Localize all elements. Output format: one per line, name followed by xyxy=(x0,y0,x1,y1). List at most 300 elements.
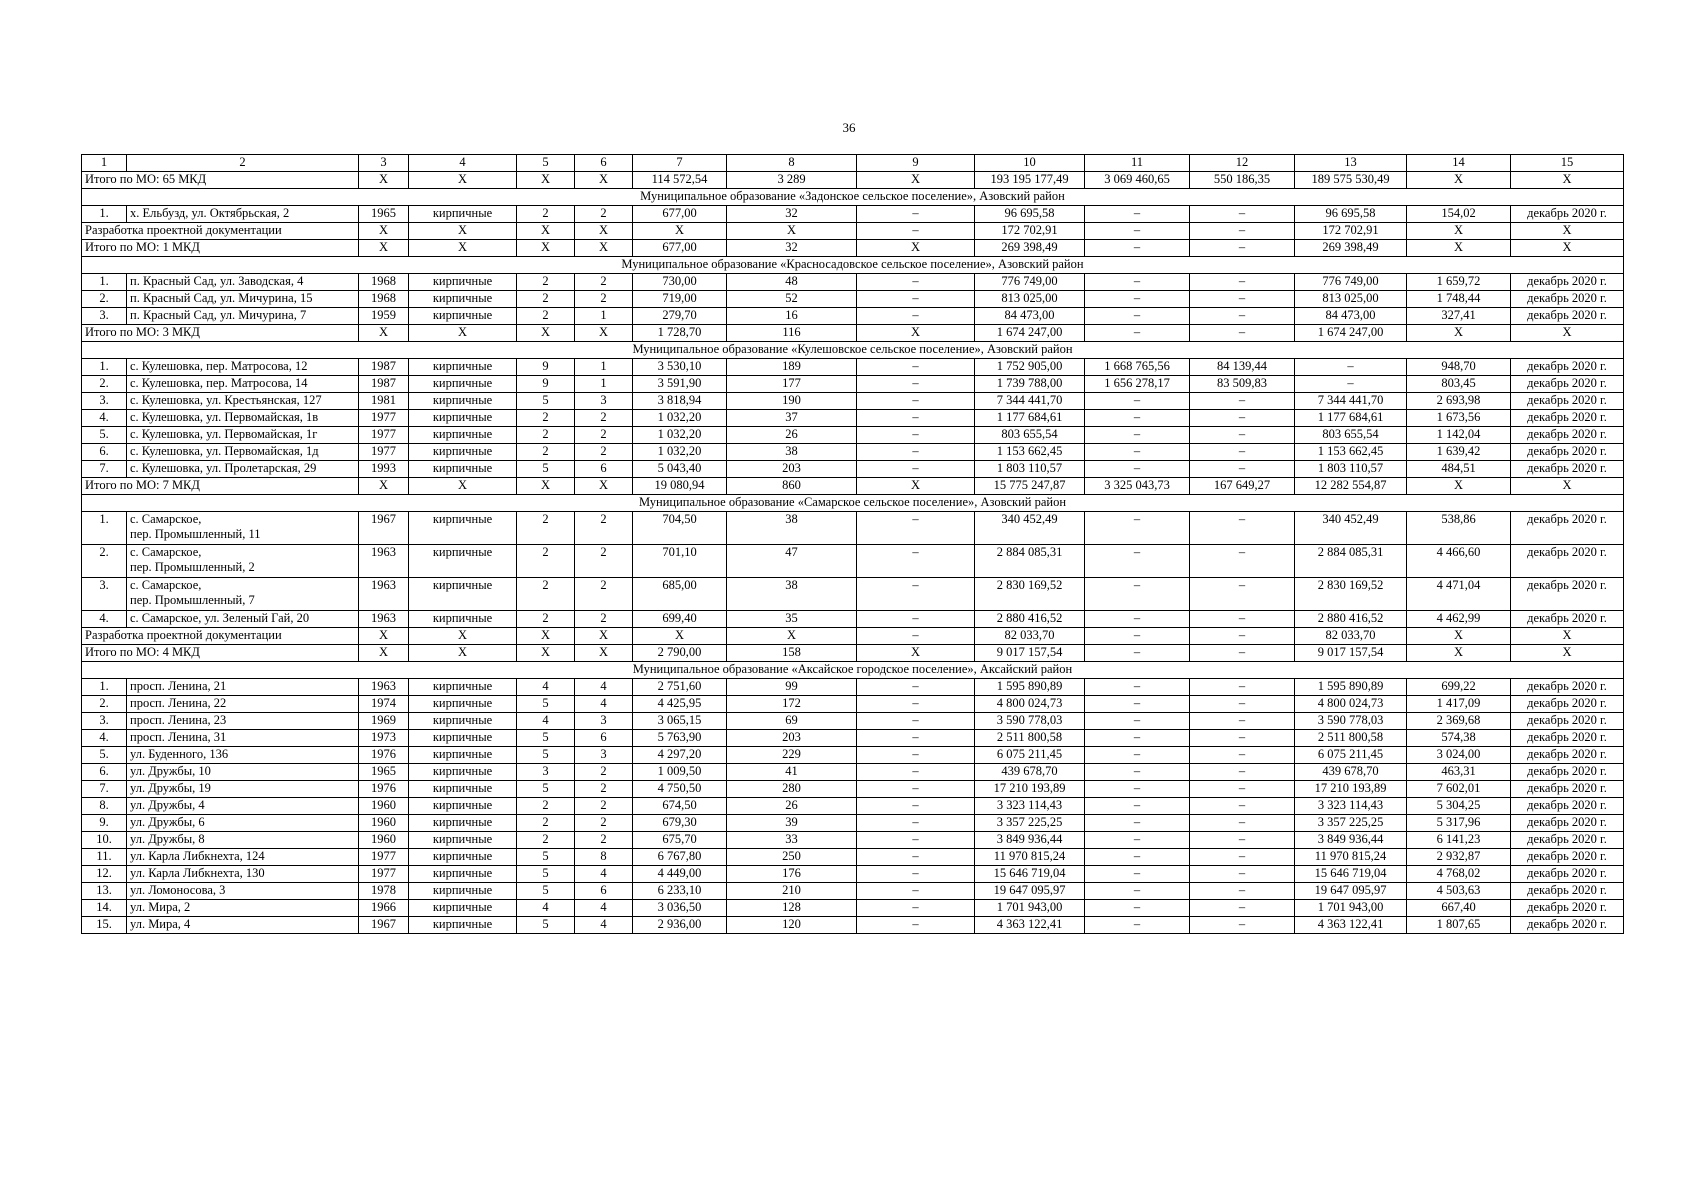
table-cell: 2 xyxy=(517,274,575,291)
table-cell: 3 065,15 xyxy=(633,713,727,730)
table-cell: – xyxy=(857,427,975,444)
table-cell: 1963 xyxy=(359,545,409,578)
table-cell: 1977 xyxy=(359,849,409,866)
table-cell: 4 xyxy=(575,917,633,934)
table-row xyxy=(82,545,1624,578)
row-number-cell: 5. xyxy=(82,427,127,444)
table-cell: декабрь 2020 г. xyxy=(1511,679,1624,696)
table-cell: – xyxy=(857,291,975,308)
header-cell: 15 xyxy=(1511,155,1624,172)
table-cell: 439 678,70 xyxy=(975,764,1085,781)
table-cell: 2 511 800,58 xyxy=(975,730,1085,747)
total-cell: 12 282 554,87 xyxy=(1295,478,1407,495)
table-cell: 17 210 193,89 xyxy=(1295,781,1407,798)
table-cell: 1987 xyxy=(359,376,409,393)
total-cell: X xyxy=(1407,172,1511,189)
table-cell: 5 xyxy=(517,393,575,410)
table-cell: 1 739 788,00 xyxy=(975,376,1085,393)
table-cell: – xyxy=(1190,512,1295,545)
table-cell: 5 xyxy=(517,747,575,764)
table-cell: – xyxy=(1190,900,1295,917)
table-cell: 4 503,63 xyxy=(1407,883,1511,900)
address-cell: ул. Мира, 4 xyxy=(127,917,359,934)
table-cell: 48 xyxy=(727,274,857,291)
table-cell: 1 177 684,61 xyxy=(1295,410,1407,427)
table-cell: 1968 xyxy=(359,291,409,308)
row-number-cell: 13. xyxy=(82,883,127,900)
total-cell: 158 xyxy=(727,645,857,662)
table-row xyxy=(82,849,1624,866)
row-number-cell: 7. xyxy=(82,781,127,798)
table-cell: 5 xyxy=(517,730,575,747)
table-cell: декабрь 2020 г. xyxy=(1511,883,1624,900)
row-number-cell: 3. xyxy=(82,308,127,325)
table-cell: 16 xyxy=(727,308,857,325)
table-cell: декабрь 2020 г. xyxy=(1511,917,1624,934)
table-cell: декабрь 2020 г. xyxy=(1511,815,1624,832)
total-cell: X xyxy=(1511,325,1624,342)
table-cell: 3 xyxy=(575,393,633,410)
table-cell: – xyxy=(857,798,975,815)
address-cell: ул. Мира, 2 xyxy=(127,900,359,917)
table-cell: – xyxy=(857,410,975,427)
header-row xyxy=(82,155,1624,172)
table-row xyxy=(82,866,1624,883)
total-cell: X xyxy=(857,172,975,189)
table-cell: 6 xyxy=(575,883,633,900)
table-cell: – xyxy=(857,578,975,611)
table-cell: 120 xyxy=(727,917,857,934)
table-cell: – xyxy=(1085,444,1190,461)
table-cell: 7 344 441,70 xyxy=(1295,393,1407,410)
total-cell: X xyxy=(409,325,517,342)
table-cell: 5 317,96 xyxy=(1407,815,1511,832)
total-cell: X xyxy=(1407,478,1511,495)
table-cell: 3 323 114,43 xyxy=(975,798,1085,815)
table-cell: кирпичные xyxy=(409,866,517,883)
table-cell: 5 xyxy=(517,917,575,934)
table-cell: декабрь 2020 г. xyxy=(1511,578,1624,611)
total-cell: X xyxy=(857,645,975,662)
table-cell: 2 xyxy=(575,206,633,223)
table-cell: – xyxy=(1190,866,1295,883)
total-cell: X xyxy=(575,628,633,645)
header-cell: 13 xyxy=(1295,155,1407,172)
total-cell: X xyxy=(857,325,975,342)
table-cell: 803 655,54 xyxy=(975,427,1085,444)
table-cell: декабрь 2020 г. xyxy=(1511,832,1624,849)
total-cell: X xyxy=(409,223,517,240)
address-cell: п. Красный Сад, ул. Заводская, 4 xyxy=(127,274,359,291)
table-cell: кирпичные xyxy=(409,917,517,934)
total-cell: X xyxy=(409,645,517,662)
table-cell: 1 032,20 xyxy=(633,410,727,427)
table-cell: 4 449,00 xyxy=(633,866,727,883)
table-cell: 1981 xyxy=(359,393,409,410)
table-cell: 1978 xyxy=(359,883,409,900)
total-cell: 172 702,91 xyxy=(975,223,1085,240)
table-cell: 2 xyxy=(517,798,575,815)
table-cell: 3 036,50 xyxy=(633,900,727,917)
table-cell: кирпичные xyxy=(409,578,517,611)
table-cell: 1 032,20 xyxy=(633,427,727,444)
table-cell: – xyxy=(1085,798,1190,815)
table-cell: – xyxy=(1085,696,1190,713)
table-cell: 1993 xyxy=(359,461,409,478)
table-cell: 3 xyxy=(575,747,633,764)
address-cell: с. Самарское, пер. Промышленный, 11 xyxy=(127,512,359,545)
table-cell: 5 xyxy=(517,866,575,883)
table-cell: декабрь 2020 г. xyxy=(1511,866,1624,883)
table-row xyxy=(82,798,1624,815)
table-cell: 5 763,90 xyxy=(633,730,727,747)
table-cell: 5 xyxy=(517,461,575,478)
table-cell: декабрь 2020 г. xyxy=(1511,798,1624,815)
table-cell: 3 024,00 xyxy=(1407,747,1511,764)
table-cell: – xyxy=(1295,376,1407,393)
table-row xyxy=(82,832,1624,849)
section-row xyxy=(82,189,1624,206)
table-cell: декабрь 2020 г. xyxy=(1511,291,1624,308)
total-cell: X xyxy=(575,240,633,257)
address-cell: с. Кулешовка, пер. Матросова, 14 xyxy=(127,376,359,393)
total-cell: X xyxy=(575,645,633,662)
header-cell: 9 xyxy=(857,155,975,172)
table-cell: – xyxy=(1190,730,1295,747)
table-cell: 1960 xyxy=(359,815,409,832)
row-number-cell: 14. xyxy=(82,900,127,917)
total-cell: X xyxy=(409,628,517,645)
table-cell: – xyxy=(857,866,975,883)
address-cell: с. Самарское, пер. Промышленный, 2 xyxy=(127,545,359,578)
table-cell: 6 233,10 xyxy=(633,883,727,900)
table-cell: 1967 xyxy=(359,512,409,545)
address-cell: ул. Дружбы, 10 xyxy=(127,764,359,781)
table-cell: 96 695,58 xyxy=(975,206,1085,223)
table-cell: 1 595 890,89 xyxy=(975,679,1085,696)
table-row xyxy=(82,611,1624,628)
address-cell: п. Красный Сад, ул. Мичурина, 15 xyxy=(127,291,359,308)
table-cell: 2 884 085,31 xyxy=(975,545,1085,578)
total-cell: 3 289 xyxy=(727,172,857,189)
table-cell: 1 752 905,00 xyxy=(975,359,1085,376)
table-cell: – xyxy=(1190,815,1295,832)
table-cell: 2 xyxy=(575,578,633,611)
table-cell: 11 970 815,24 xyxy=(975,849,1085,866)
table-row xyxy=(82,359,1624,376)
table-cell: 2 xyxy=(517,291,575,308)
section-row xyxy=(82,257,1624,274)
table-cell: – xyxy=(1190,849,1295,866)
total-cell: X xyxy=(857,478,975,495)
total-cell: X xyxy=(517,240,575,257)
table-cell: 52 xyxy=(727,291,857,308)
table-cell: – xyxy=(1295,359,1407,376)
total-cell: – xyxy=(1085,628,1190,645)
table-cell: кирпичные xyxy=(409,883,517,900)
table-cell: – xyxy=(1085,679,1190,696)
row-number-cell: 6. xyxy=(82,764,127,781)
total-cell: X xyxy=(575,478,633,495)
address-cell: с. Кулешовка, ул. Первомайская, 1д xyxy=(127,444,359,461)
row-number-cell: 4. xyxy=(82,410,127,427)
total-cell: 15 775 247,87 xyxy=(975,478,1085,495)
total-cell: X xyxy=(1407,223,1511,240)
table-row xyxy=(82,291,1624,308)
table-cell: 4 800 024,73 xyxy=(1295,696,1407,713)
address-cell: с. Самарское, ул. Зеленый Гай, 20 xyxy=(127,611,359,628)
table-cell: кирпичные xyxy=(409,274,517,291)
table-cell: – xyxy=(1085,611,1190,628)
table-cell: 574,38 xyxy=(1407,730,1511,747)
table-cell: 1 009,50 xyxy=(633,764,727,781)
table-cell: 667,40 xyxy=(1407,900,1511,917)
table-cell: 2 xyxy=(575,798,633,815)
table-cell: 1 701 943,00 xyxy=(975,900,1085,917)
table-cell: 6 075 211,45 xyxy=(975,747,1085,764)
total-cell: X xyxy=(1407,645,1511,662)
total-cell: X xyxy=(409,172,517,189)
table-cell: 484,51 xyxy=(1407,461,1511,478)
table-cell: 2 xyxy=(517,578,575,611)
table-cell: кирпичные xyxy=(409,410,517,427)
table-cell: – xyxy=(1085,713,1190,730)
table-cell: – xyxy=(857,308,975,325)
header-cell: 6 xyxy=(575,155,633,172)
table-cell: 1 668 765,56 xyxy=(1085,359,1190,376)
header-cell: 10 xyxy=(975,155,1085,172)
address-cell: просп. Ленина, 23 xyxy=(127,713,359,730)
table-cell: 5 xyxy=(517,849,575,866)
section-row xyxy=(82,342,1624,359)
total-cell: – xyxy=(1085,223,1190,240)
header-cell: 4 xyxy=(409,155,517,172)
table-cell: – xyxy=(1085,747,1190,764)
table-cell: декабрь 2020 г. xyxy=(1511,410,1624,427)
table-cell: – xyxy=(1190,274,1295,291)
total-cell: X xyxy=(359,628,409,645)
table-cell: – xyxy=(1085,917,1190,934)
table-cell: 3 849 936,44 xyxy=(1295,832,1407,849)
row-number-cell: 1. xyxy=(82,679,127,696)
table-cell: 776 749,00 xyxy=(975,274,1085,291)
total-cell: – xyxy=(1085,240,1190,257)
table-cell: 69 xyxy=(727,713,857,730)
address-cell: х. Ельбузд, ул. Октябрьская, 2 xyxy=(127,206,359,223)
table-cell: 538,86 xyxy=(1407,512,1511,545)
table-cell: 1976 xyxy=(359,747,409,764)
table-cell: 2 884 085,31 xyxy=(1295,545,1407,578)
table-row xyxy=(82,444,1624,461)
table-cell: 38 xyxy=(727,444,857,461)
row-number-cell: 1. xyxy=(82,512,127,545)
table-cell: 2 xyxy=(517,206,575,223)
total-cell: 677,00 xyxy=(633,240,727,257)
table-cell: – xyxy=(1190,206,1295,223)
table-cell: 1 xyxy=(575,308,633,325)
table-row xyxy=(82,410,1624,427)
table-cell: 699,22 xyxy=(1407,679,1511,696)
table-cell: 2 xyxy=(575,545,633,578)
table-cell: 1 673,56 xyxy=(1407,410,1511,427)
table-cell: 4 297,20 xyxy=(633,747,727,764)
table-cell: 2 936,00 xyxy=(633,917,727,934)
header-cell: 1 xyxy=(82,155,127,172)
table-cell: 1977 xyxy=(359,427,409,444)
table-cell: 7 602,01 xyxy=(1407,781,1511,798)
table-row xyxy=(82,815,1624,832)
table-cell: 4 xyxy=(575,679,633,696)
header-cell: 7 xyxy=(633,155,727,172)
table-cell: – xyxy=(857,900,975,917)
table-cell: кирпичные xyxy=(409,444,517,461)
table-cell: 4 363 122,41 xyxy=(1295,917,1407,934)
table-cell: 1968 xyxy=(359,274,409,291)
total-cell: 9 017 157,54 xyxy=(1295,645,1407,662)
table-cell: – xyxy=(1085,900,1190,917)
table-cell: 5 xyxy=(517,883,575,900)
total-cell: – xyxy=(1190,628,1295,645)
table-cell: 3 818,94 xyxy=(633,393,727,410)
table-cell: 4 xyxy=(575,696,633,713)
total-cell: 9 017 157,54 xyxy=(975,645,1085,662)
table-cell: – xyxy=(1190,747,1295,764)
table-cell: 6 xyxy=(575,461,633,478)
table-cell: 4 xyxy=(575,866,633,883)
table-cell: декабрь 2020 г. xyxy=(1511,274,1624,291)
table-cell: – xyxy=(1085,764,1190,781)
table-cell: 189 xyxy=(727,359,857,376)
table-cell: декабрь 2020 г. xyxy=(1511,512,1624,545)
row-number-cell: 2. xyxy=(82,696,127,713)
table-cell: 1 xyxy=(575,359,633,376)
total-cell: X xyxy=(359,223,409,240)
table-cell: 1963 xyxy=(359,578,409,611)
table-cell: 177 xyxy=(727,376,857,393)
table-cell: декабрь 2020 г. xyxy=(1511,545,1624,578)
table-cell: 813 025,00 xyxy=(975,291,1085,308)
table-cell: 2 932,87 xyxy=(1407,849,1511,866)
table-cell: 99 xyxy=(727,679,857,696)
table-cell: 5 xyxy=(517,696,575,713)
address-cell: просп. Ленина, 22 xyxy=(127,696,359,713)
row-number-cell: 4. xyxy=(82,730,127,747)
total-cell: 32 xyxy=(727,240,857,257)
table-cell: 39 xyxy=(727,815,857,832)
table-cell: 1987 xyxy=(359,359,409,376)
table-cell: 4 425,95 xyxy=(633,696,727,713)
total-cell: 19 080,94 xyxy=(633,478,727,495)
table-cell: 15 646 719,04 xyxy=(975,866,1085,883)
table-cell: – xyxy=(1085,427,1190,444)
table-cell: декабрь 2020 г. xyxy=(1511,359,1624,376)
table-cell: 803 655,54 xyxy=(1295,427,1407,444)
table-cell: – xyxy=(1190,781,1295,798)
table-cell: 1 032,20 xyxy=(633,444,727,461)
row-number-cell: 9. xyxy=(82,815,127,832)
table-cell: декабрь 2020 г. xyxy=(1511,781,1624,798)
address-cell: с. Кулешовка, ул. Первомайская, 1г xyxy=(127,427,359,444)
table-row xyxy=(82,376,1624,393)
table-cell: кирпичные xyxy=(409,781,517,798)
table-cell: 4 363 122,41 xyxy=(975,917,1085,934)
table-cell: 1 807,65 xyxy=(1407,917,1511,934)
total-cell: 860 xyxy=(727,478,857,495)
table-cell: декабрь 2020 г. xyxy=(1511,849,1624,866)
total-cell: X xyxy=(517,628,575,645)
total-cell: 167 649,27 xyxy=(1190,478,1295,495)
table-cell: 15 646 719,04 xyxy=(1295,866,1407,883)
total-cell: X xyxy=(517,478,575,495)
section-title: Муниципальное образование «Кулешовское сельское поселение», Азовский район xyxy=(82,342,1624,359)
address-cell: ул. Карла Либкнехта, 130 xyxy=(127,866,359,883)
total-cell: X xyxy=(1511,478,1624,495)
total-row xyxy=(82,325,1624,342)
table-cell: – xyxy=(1085,308,1190,325)
table-cell: кирпичные xyxy=(409,512,517,545)
table-cell: 803,45 xyxy=(1407,376,1511,393)
table-cell: 1959 xyxy=(359,308,409,325)
table-cell: 4 462,99 xyxy=(1407,611,1511,628)
table-cell: кирпичные xyxy=(409,611,517,628)
table-row xyxy=(82,883,1624,900)
table-cell: – xyxy=(1085,393,1190,410)
table-cell: – xyxy=(857,917,975,934)
table-cell: 327,41 xyxy=(1407,308,1511,325)
table-cell: 2 xyxy=(575,764,633,781)
table-cell: 19 647 095,97 xyxy=(975,883,1085,900)
table-cell: 47 xyxy=(727,545,857,578)
table-cell: 84 139,44 xyxy=(1190,359,1295,376)
table-cell: 674,50 xyxy=(633,798,727,815)
table-cell: – xyxy=(1085,410,1190,427)
table-cell: 2 xyxy=(517,308,575,325)
table-cell: 1966 xyxy=(359,900,409,917)
table-cell: 4 466,60 xyxy=(1407,545,1511,578)
table-cell: 2 xyxy=(575,274,633,291)
table-row xyxy=(82,578,1624,611)
section-row xyxy=(82,495,1624,512)
table-cell: 1977 xyxy=(359,866,409,883)
address-cell: п. Красный Сад, ул. Мичурина, 7 xyxy=(127,308,359,325)
table-cell: 340 452,49 xyxy=(1295,512,1407,545)
address-cell: просп. Ленина, 21 xyxy=(127,679,359,696)
row-number-cell: 2. xyxy=(82,545,127,578)
section-title: Муниципальное образование «Аксайское городское поселение», Аксайский район xyxy=(82,662,1624,679)
table-cell: 2 xyxy=(575,832,633,849)
total-cell: X xyxy=(517,172,575,189)
row-number-cell: 4. xyxy=(82,611,127,628)
table-cell: кирпичные xyxy=(409,798,517,815)
table-cell: кирпичные xyxy=(409,900,517,917)
table-cell: 6 xyxy=(575,730,633,747)
total-label: Разработка проектной документации xyxy=(82,628,359,645)
table-cell: – xyxy=(1190,444,1295,461)
table-row xyxy=(82,679,1624,696)
table-cell: 1967 xyxy=(359,917,409,934)
table-cell: 32 xyxy=(727,206,857,223)
table-cell: 1 803 110,57 xyxy=(975,461,1085,478)
table-cell: кирпичные xyxy=(409,393,517,410)
table-cell: 4 768,02 xyxy=(1407,866,1511,883)
table-cell: 1 142,04 xyxy=(1407,427,1511,444)
total-cell: X xyxy=(633,628,727,645)
total-cell: 189 575 530,49 xyxy=(1295,172,1407,189)
total-row xyxy=(82,478,1624,495)
table-cell: 1969 xyxy=(359,713,409,730)
table-cell: 1 153 662,45 xyxy=(1295,444,1407,461)
row-number-cell: 10. xyxy=(82,832,127,849)
